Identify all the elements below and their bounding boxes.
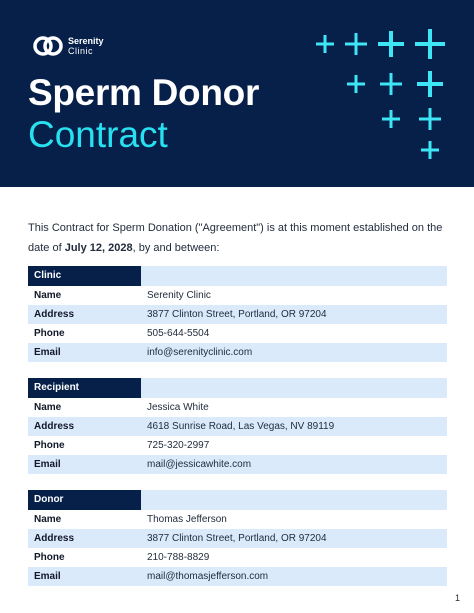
section-header: Donor	[28, 490, 141, 510]
field-value: 210-788-8829	[147, 552, 210, 563]
field-label: Name	[34, 290, 62, 301]
section-recipient	[28, 378, 447, 474]
table-row	[28, 510, 447, 529]
field-value: 505-644-5504	[147, 328, 210, 339]
field-value: mail@jessicawhite.com	[147, 459, 252, 470]
plus-icon	[419, 108, 441, 130]
field-label: Address	[34, 309, 75, 320]
field-label: Phone	[34, 328, 65, 339]
plus-icon	[345, 33, 367, 55]
table-row	[28, 436, 447, 455]
plus-icon	[316, 35, 334, 53]
table-row	[28, 567, 447, 586]
table-row	[28, 324, 447, 343]
field-value: Jessica White	[147, 402, 209, 413]
interlocking-rings-icon	[32, 33, 64, 59]
plus-icon	[421, 141, 439, 159]
field-label: Email	[34, 347, 61, 358]
field-label: Address	[34, 533, 75, 544]
table-row	[28, 529, 447, 548]
table-row	[28, 398, 447, 417]
field-label: Email	[34, 459, 61, 470]
table-row	[28, 455, 447, 474]
field-value: info@serenityclinic.com	[147, 347, 253, 358]
plus-icon	[380, 73, 402, 95]
table-row	[28, 548, 447, 567]
field-label: Email	[34, 571, 61, 582]
field-label: Phone	[34, 552, 65, 563]
section-donor	[28, 490, 447, 586]
contract-date: July 12, 2028	[64, 242, 133, 254]
field-value: 4618 Sunrise Road, Las Vegas, NV 89119	[147, 421, 335, 432]
field-value: 3877 Clinton Street, Portland, OR 97204	[147, 533, 327, 544]
logo-name: Serenity	[68, 36, 104, 46]
plus-icon	[415, 29, 445, 59]
header-banner	[0, 0, 474, 187]
field-value: 3877 Clinton Street, Portland, OR 97204	[147, 309, 327, 320]
clinic-logo	[32, 33, 104, 59]
table-row	[28, 305, 447, 324]
page-number: 1	[455, 593, 461, 603]
table-row	[28, 417, 447, 436]
table-row	[28, 286, 447, 305]
plus-icon	[378, 31, 404, 57]
section-header: Clinic	[28, 266, 141, 286]
table-row	[28, 343, 447, 362]
field-value: mail@thomasjefferson.com	[147, 571, 269, 582]
intro-paragraph	[28, 218, 448, 258]
plus-icon	[382, 110, 400, 128]
intro-text-end: , by and between:	[132, 242, 220, 254]
section-clinic	[28, 266, 447, 362]
page-title: Sperm Donor	[28, 72, 260, 113]
field-value: Serenity Clinic	[147, 290, 211, 301]
field-label: Address	[34, 421, 75, 432]
field-label: Name	[34, 402, 62, 413]
plus-icon	[347, 75, 365, 93]
logo-subname: Clinic	[68, 46, 94, 56]
field-value: Thomas Jefferson	[147, 514, 227, 525]
page-subtitle: Contract	[28, 114, 168, 155]
plus-icon	[417, 71, 443, 97]
intro-text: This Contract for Sperm Donation ("Agreement") is at this moment established on the date of	[28, 222, 443, 254]
field-label: Phone	[34, 440, 65, 451]
field-value: 725-320-2997	[147, 440, 210, 451]
section-header: Recipient	[28, 378, 141, 398]
field-label: Name	[34, 514, 62, 525]
